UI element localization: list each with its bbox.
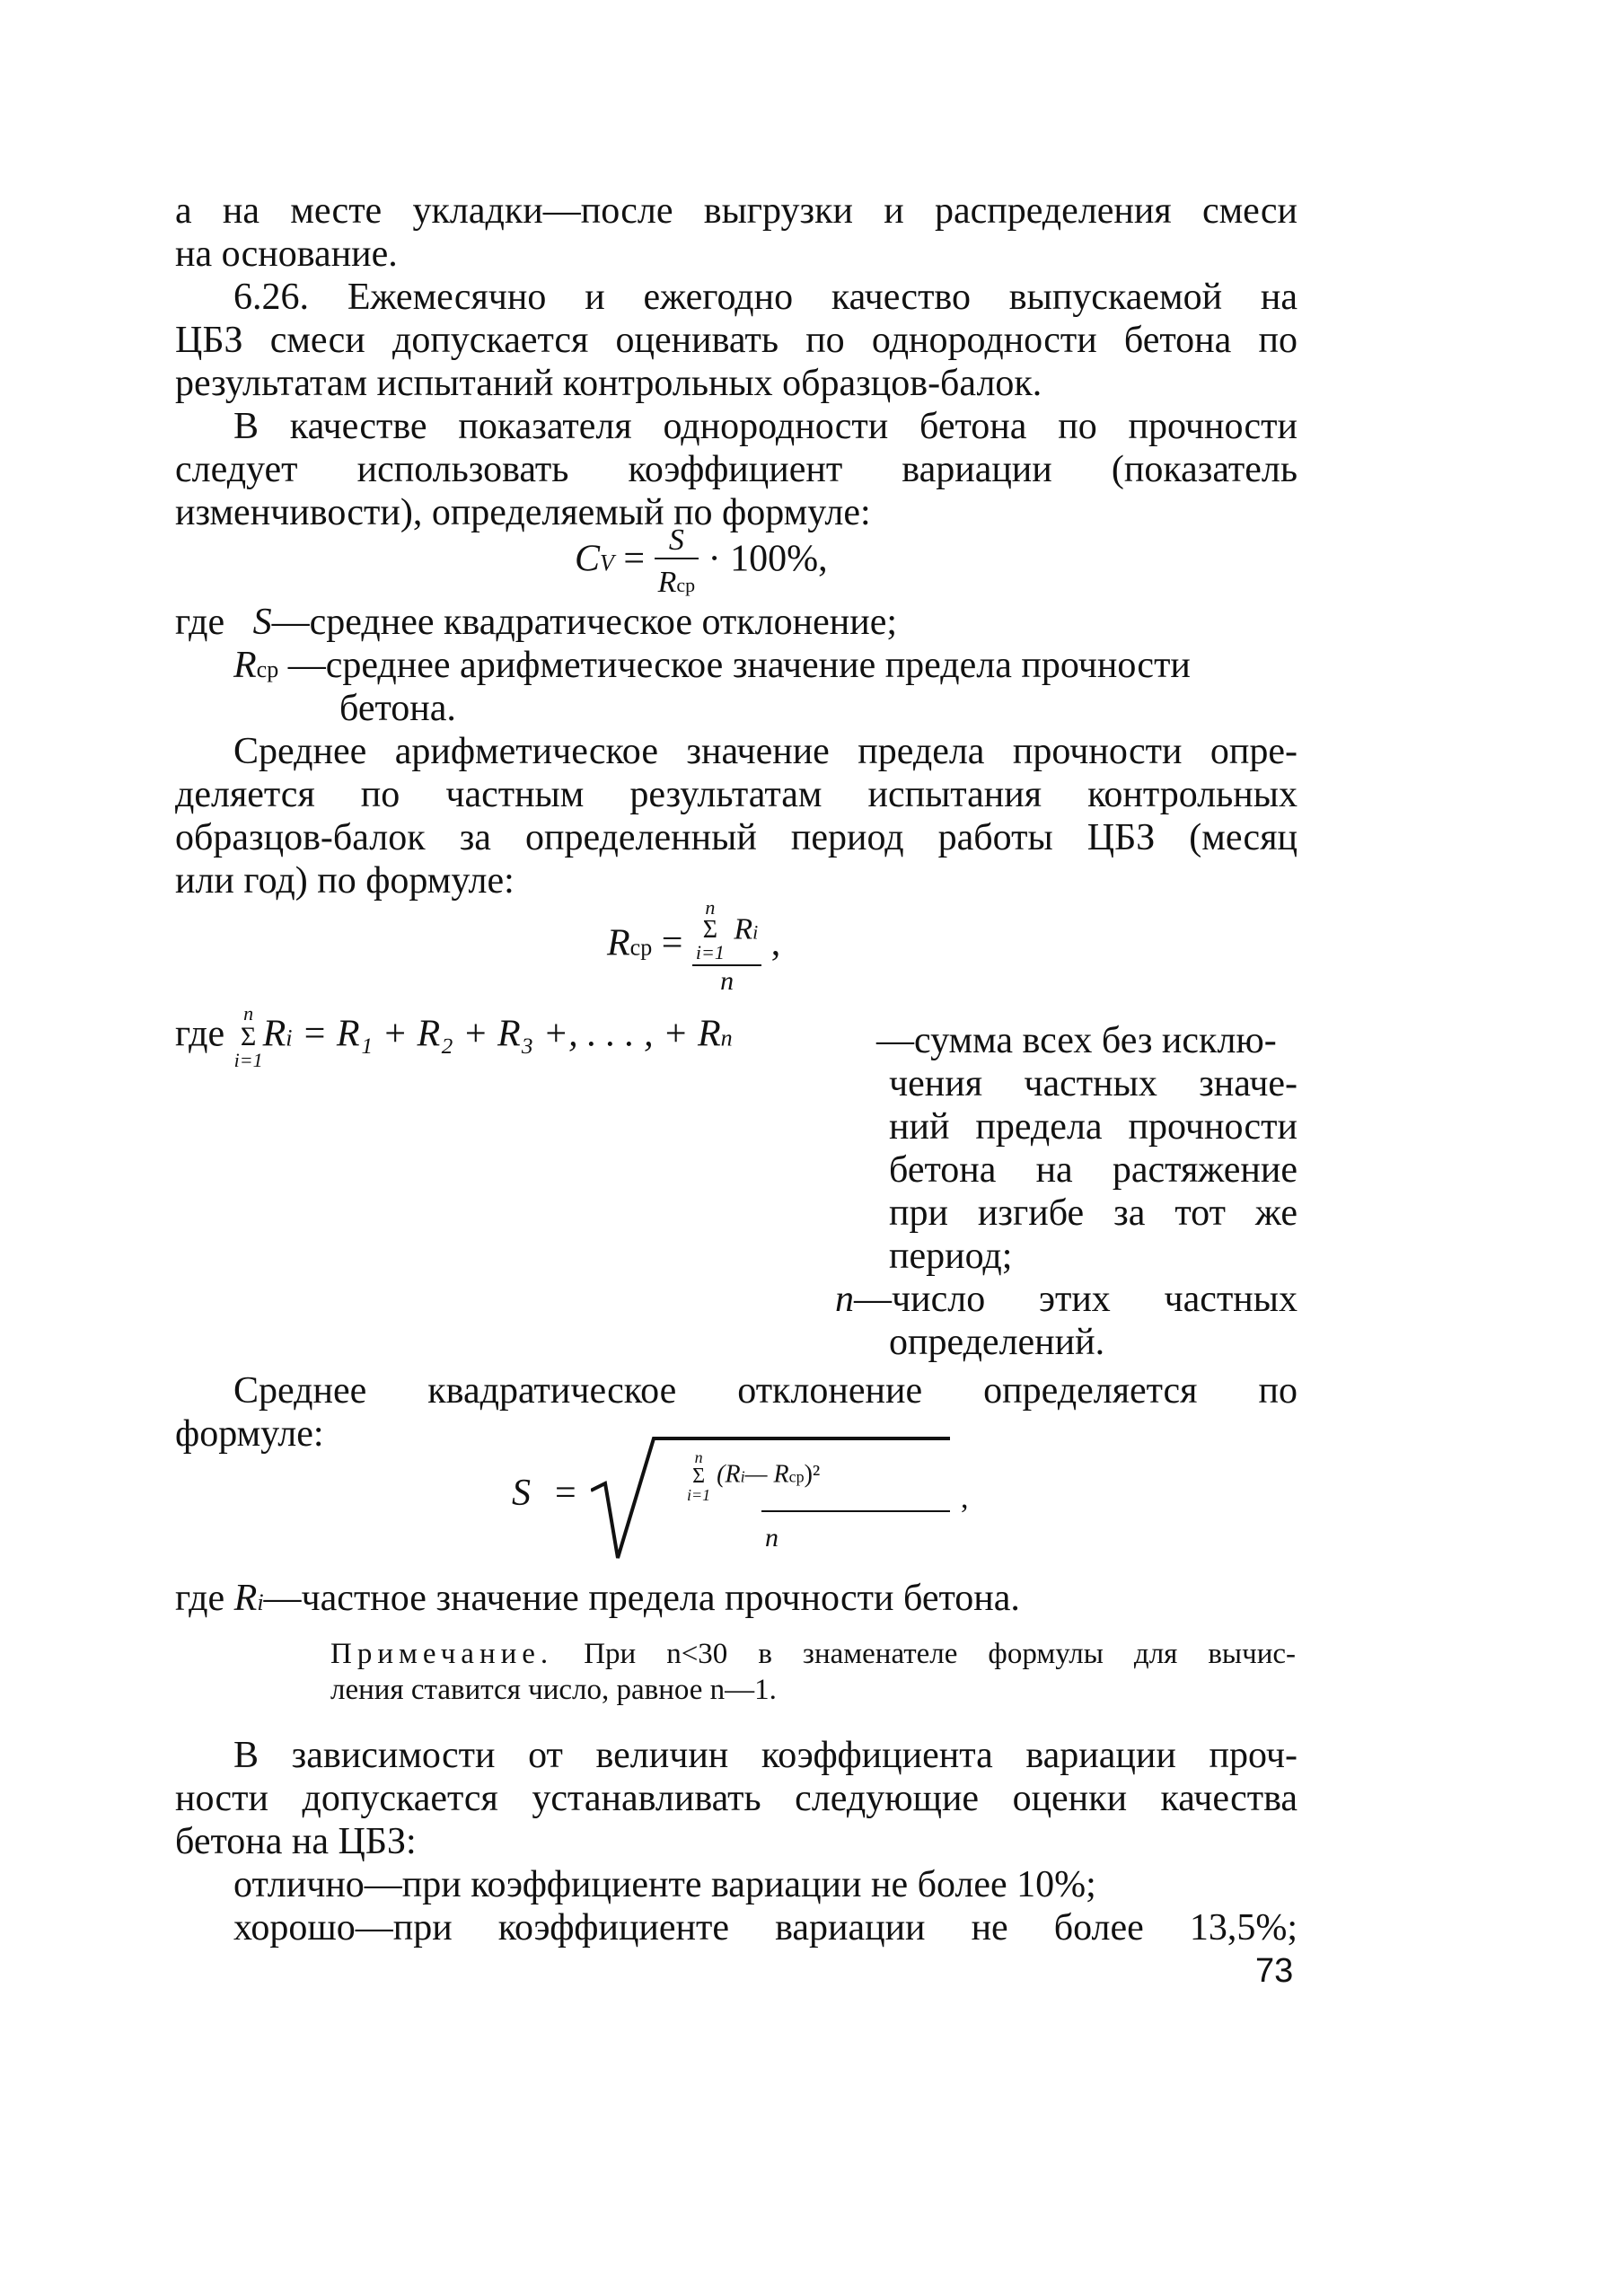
where-word: где (175, 1578, 225, 1619)
fraction-denominator: n (765, 1523, 779, 1553)
definition-text: чения частных значе- (889, 1063, 1298, 1104)
text-line: Среднее квадратическое отклонение определяется по (233, 1370, 1298, 1412)
definition-text: бетона на растяжение (889, 1149, 1298, 1191)
formula-expression: (R (717, 1460, 741, 1489)
fraction-numerator (687, 1449, 820, 1503)
definition-text: —частное значение предела прочности бетона. (263, 1578, 1020, 1619)
summation-sign (234, 1004, 263, 1070)
summation-upper: n (705, 896, 716, 919)
where-word: где (175, 1013, 225, 1055)
fraction-denominator (655, 558, 699, 599)
formula-subscript: i (257, 1589, 264, 1615)
summation-lower: i=1 (687, 1486, 711, 1504)
summation-sign (687, 1449, 710, 1503)
where-word: где (175, 602, 225, 643)
formula-symbol: C (575, 538, 601, 580)
note-label: Примечание. (330, 1638, 554, 1670)
summation-lower: i=1 (233, 1049, 263, 1071)
text-line: 6.26. Ежемесячно и ежегодно качество выпускаемой на (233, 277, 1298, 318)
summation-upper: n (694, 1448, 703, 1466)
text-line: деляется по частным результатам испытания контрольных (175, 774, 1298, 815)
fraction-denominator: n (692, 964, 761, 995)
text-line: а на месте укладки—после выгрузки и распределения смеси (175, 190, 1298, 232)
formula-tail: , (770, 922, 781, 964)
formula-equals: = (661, 922, 683, 964)
formula-subscript: ср (788, 1467, 805, 1486)
definition-text: —среднее квадратическое отклонение; (271, 602, 898, 643)
text-line: ности допускается устанавливать следующие оценки качества (175, 1778, 1298, 1819)
formula-symbol: R (233, 1578, 258, 1619)
text-line: Среднее арифметическое значение предела прочности опре- (233, 731, 1298, 772)
summation-lower: i=1 (695, 941, 725, 963)
text-line: образцов-балок за определенный период работы ЦБЗ (месяц (175, 817, 1298, 858)
formula-standard-deviation (512, 1437, 979, 1571)
formula-subscript: ср (676, 574, 696, 596)
text-line: следует использовать коэффициент вариации (показатель (175, 449, 1298, 490)
definition-text: период; (889, 1236, 1013, 1277)
page-number: 73 (1255, 1952, 1294, 1990)
text-line: отлично—при коэффициенте вариации не более 10%; (233, 1864, 1096, 1905)
definition-text: —среднее арифметическое значение предела прочности (287, 645, 1191, 686)
formula-expansion: = R₁ + R₂ + R₃ +, . . . , + R (302, 1013, 721, 1055)
definition-n (835, 1277, 1298, 1322)
formula-symbol: S (252, 602, 272, 643)
formula-fraction (692, 898, 761, 995)
note-line: ления ставится число, равное n—1. (330, 1674, 777, 1706)
text-line: на основание. (175, 233, 398, 275)
definition-continuation: бетона. (339, 688, 456, 729)
text-line: изменчивости), определяемый по формуле: (175, 492, 871, 533)
formula-symbol: R (734, 912, 753, 946)
text-line: формуле: (175, 1413, 324, 1455)
text-line: результатам испытаний контрольных образцов-балок. (175, 363, 1042, 404)
text-line: бетона на ЦБЗ: (175, 1821, 417, 1862)
formula-equals: = (555, 1473, 576, 1514)
formula-subscript: ср (629, 934, 653, 961)
definition-text: определений. (889, 1322, 1105, 1363)
summation-symbol: Σ (702, 916, 718, 944)
formula-subscript: i (752, 920, 759, 944)
formula-subscript: V (600, 550, 614, 576)
formula-symbol: R (657, 566, 677, 599)
text-line: хорошо—при коэффициенте вариации не более 13,5%; (233, 1907, 1298, 1949)
formula-symbol: R (607, 922, 630, 964)
definition-ri (175, 1576, 1020, 1625)
text-line: или год) по формуле: (175, 860, 515, 902)
formula-fraction (655, 525, 699, 599)
definition-sum (175, 1004, 733, 1070)
text-line: В качестве показателя однородности бетона по прочности (233, 406, 1298, 447)
formula-subscript: ср (256, 656, 279, 682)
summation-symbol: Σ (692, 1465, 706, 1488)
fraction-numerator (692, 898, 761, 964)
definition-text: ний предела прочности (889, 1106, 1298, 1148)
formula-symbol: S (512, 1473, 531, 1514)
definition-text: —число этих частных (854, 1279, 1298, 1320)
formula-subscript: n (720, 1025, 733, 1051)
formula-coefficient-of-variation (575, 525, 828, 599)
formula-expression: — R (744, 1460, 789, 1489)
formula-subscript: i (740, 1467, 745, 1486)
definition-rcp (233, 643, 1191, 692)
definition-text: при изгибе за тот же (889, 1192, 1298, 1234)
formula-tail: · 100%, (708, 538, 828, 580)
formula-arithmetic-mean (607, 898, 780, 995)
formula-symbol: R (262, 1013, 286, 1055)
definition-text: —сумма всех без исклю- (876, 1020, 1277, 1061)
note-text: При n<30 в знаменателе формулы для вычис- (584, 1638, 1296, 1670)
text-line: В зависимости от величин коэффициента вариации проч- (233, 1735, 1298, 1776)
text-line: ЦБЗ смеси допускается оценивать по однородности бетона по (175, 320, 1298, 361)
summation-symbol: Σ (240, 1022, 257, 1051)
formula-subscript: i (286, 1025, 293, 1051)
formula-equals: = (623, 538, 646, 580)
summation-upper: n (243, 1002, 254, 1025)
summation-sign (696, 898, 725, 963)
formula-symbol: n (835, 1279, 854, 1320)
formula-expression: )² (804, 1460, 821, 1489)
note-line (330, 1636, 1296, 1672)
formula-symbol: R (233, 645, 257, 686)
definition-s (175, 600, 897, 645)
fraction-numerator: S (668, 523, 684, 557)
formula-tail: , (961, 1482, 969, 1515)
